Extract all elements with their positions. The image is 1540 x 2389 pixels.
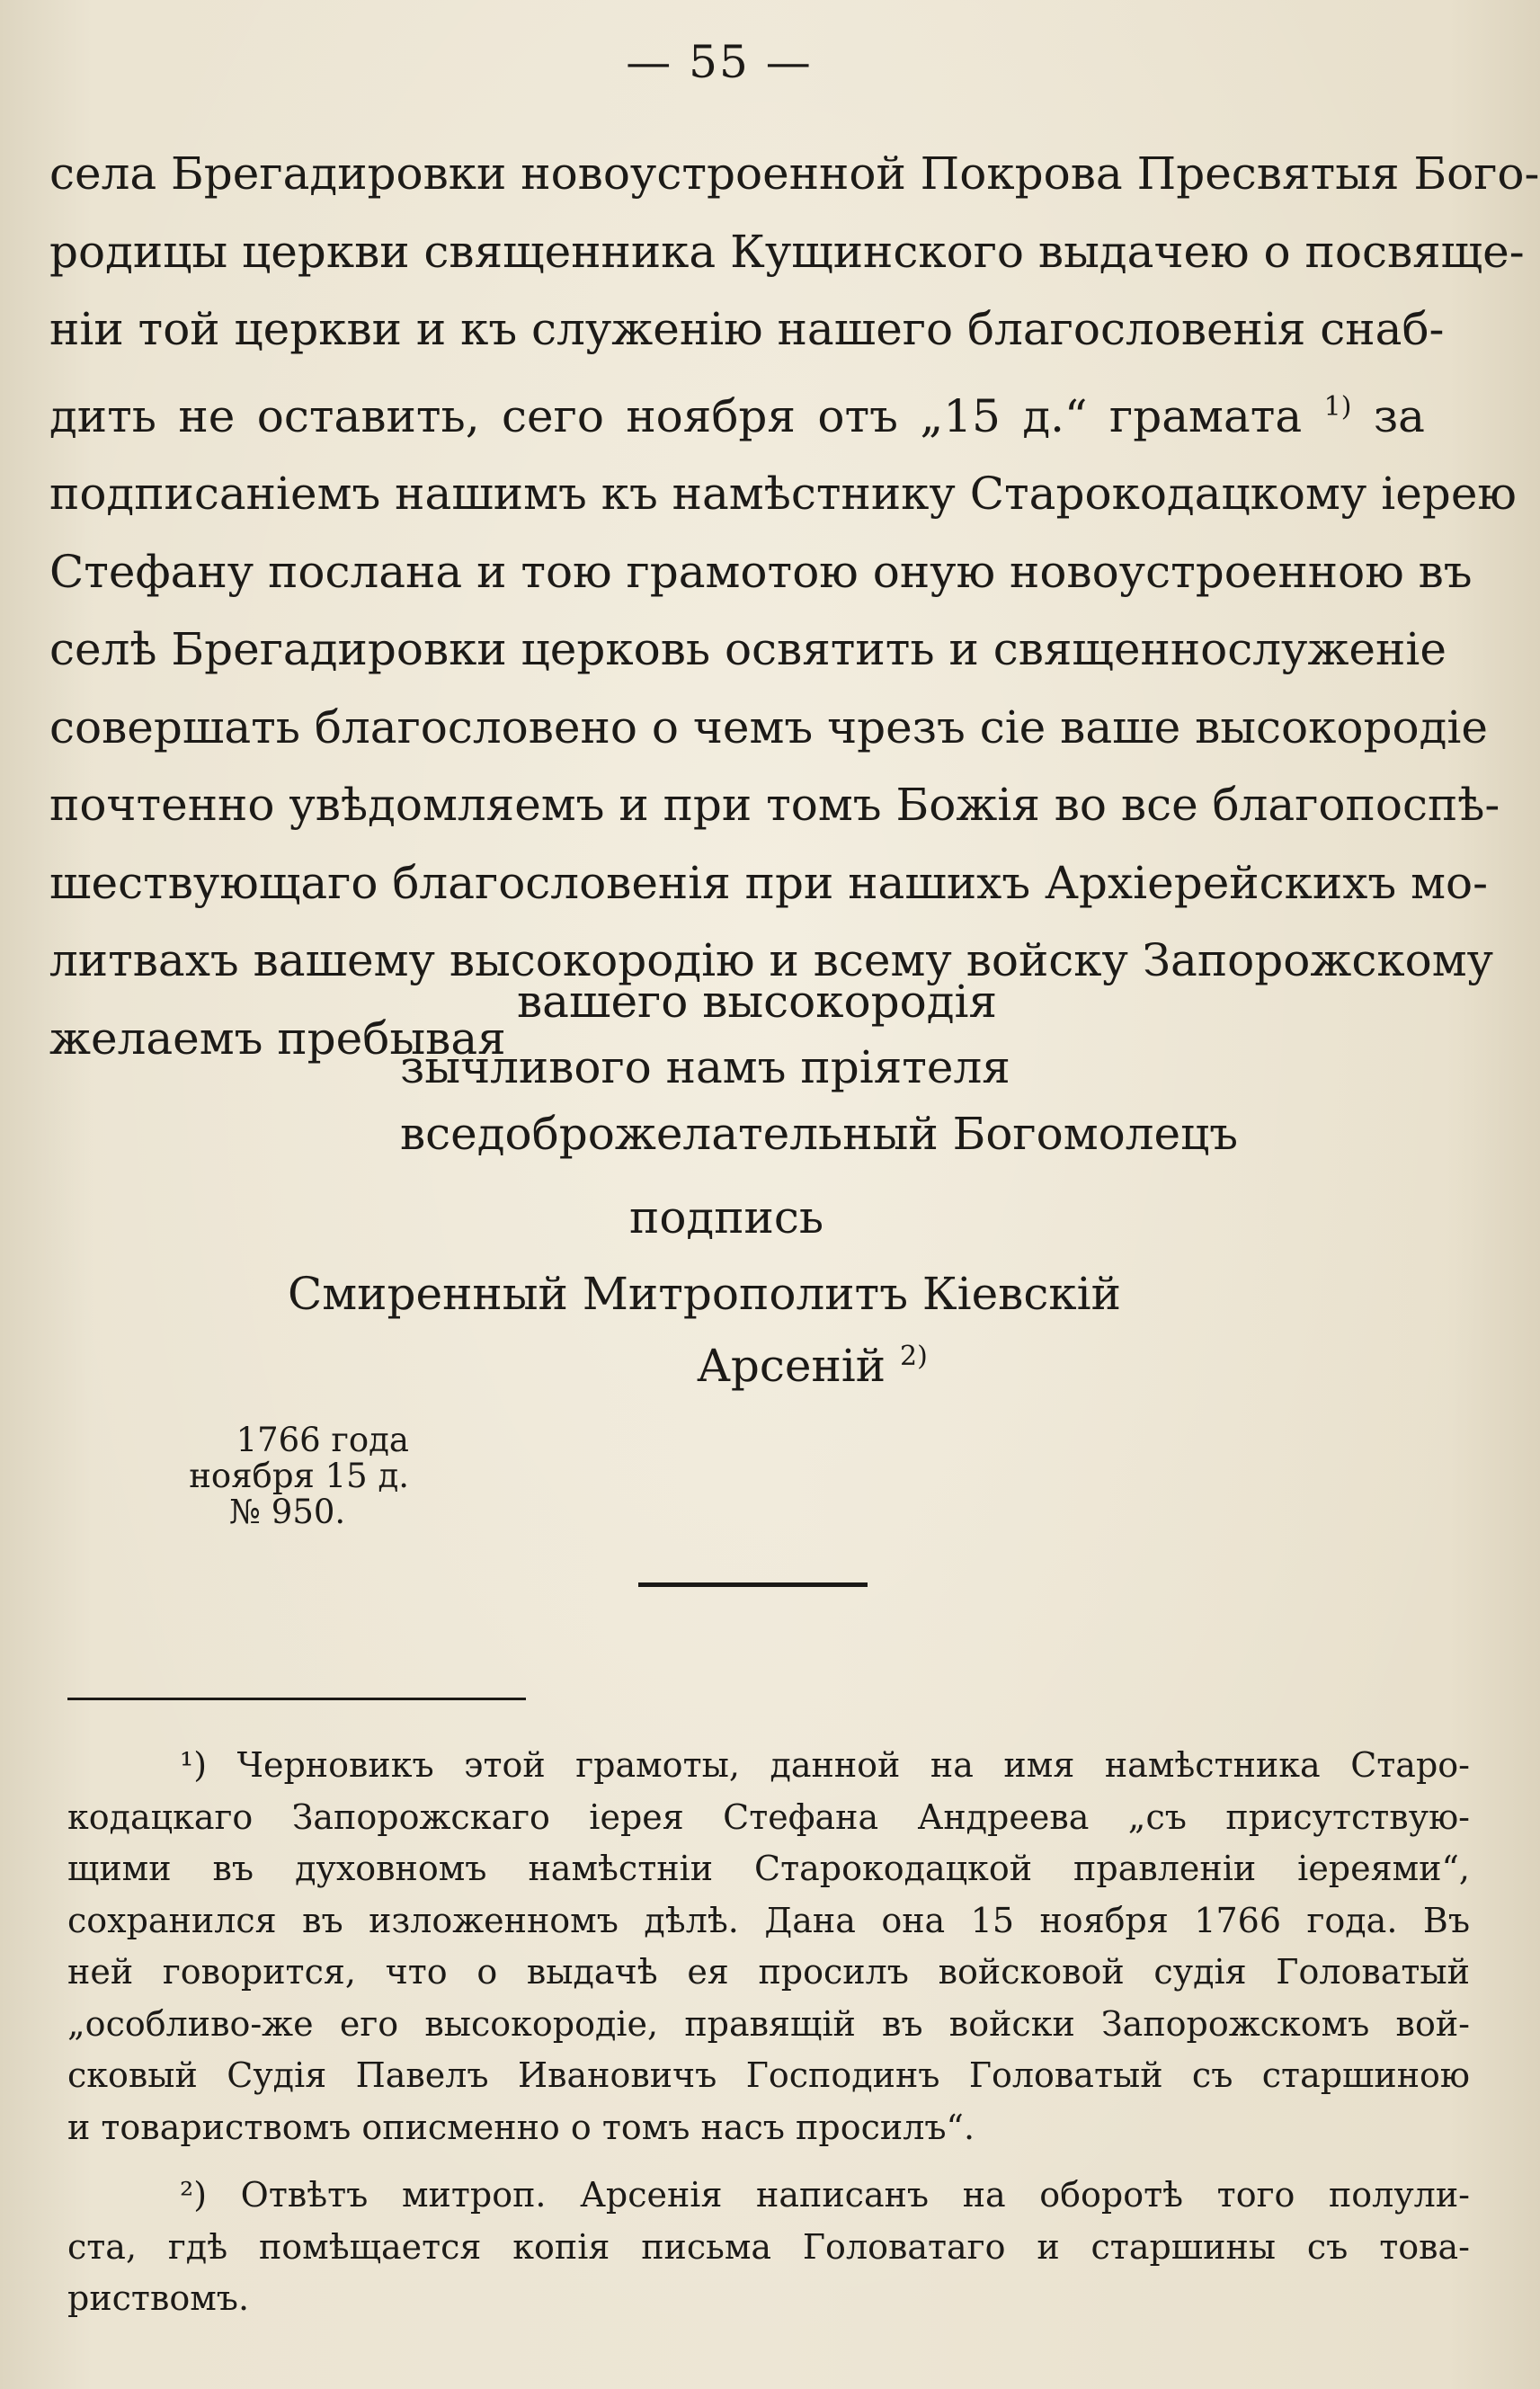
closing-line: подпись [629, 1191, 824, 1244]
text-line: желаемъ пребывая [49, 1012, 506, 1065]
signature-title: Смиренный Митрополитъ Кiевскiй [288, 1268, 1121, 1320]
text-line: нiи той церкви и къ служенiю нашего благословенiя снаб- [49, 303, 1445, 355]
text-line-tail: за [1351, 389, 1425, 442]
page-number: — 55 — [626, 36, 813, 88]
footnote-1-line: кодацкаго Запорожскаго iерея Стефана Андреева „съ присутствую- [67, 1796, 1470, 1837]
footnote-1-line: сковый Судiя Павелъ Ивановичъ Господинъ Головатый съ старшиною [67, 2055, 1470, 2095]
text-line: Стефану послана и тою грамотою оную новоустроенною въ [49, 545, 1473, 598]
closing-line: зычливого намъ прiятеля [400, 1041, 1010, 1093]
text-line: совершать благословено о чемъ чрезъ сiе ваше высокородiе [49, 700, 1488, 753]
text-line: дить не оставить, сего ноября отъ „15 д.“ грамата [49, 389, 1303, 442]
footnote-2-line: ста, гдѣ помѣщается копiя письма Головатаго и старшины съ това- [67, 2226, 1470, 2267]
date-block [166, 1422, 409, 1530]
signature-name-text: Арсенiй [697, 1340, 886, 1392]
date-year: 1766 года [236, 1421, 409, 1459]
document-number: № 950. [229, 1493, 346, 1531]
section-divider [638, 1582, 868, 1587]
text-line: литвахъ вашему высокородiю и всему войску Запорожскому [49, 934, 1494, 986]
footnote-2-line: ²) Отвѣтъ митроп. Арсенiя написанъ на оборотѣ того полули- [180, 2175, 1470, 2215]
footnotes [67, 1740, 1470, 2325]
signature-name [697, 1340, 928, 1392]
footnote-2-line: риствомъ. [67, 2278, 250, 2318]
text-line-with-ref [49, 369, 1425, 456]
date-day: ноября 15 д. [189, 1457, 409, 1495]
text-line: почтенно увѣдомляемъ и при томъ Божiя во все благопоспѣ- [49, 779, 1500, 831]
footnote-1-line: ней говорится, что о выдачѣ ея просилъ войсковой судiя Головатый [67, 1952, 1470, 1992]
footnote-1-line: ¹) Черновикъ этой грамоты, данной на имя намѣстника Старо- [180, 1745, 1470, 1785]
main-text [49, 135, 1540, 1077]
footnote-1-line: сохранился въ изложенномъ дѣлѣ. Дана она 15 ноября 1766 года. Въ [67, 1900, 1470, 1940]
footnote-1-line: „особливо-же его высокородiе, правящiй въ войски Запорожскомъ вой- [67, 2003, 1470, 2044]
footnote-1-line: и товариствомъ описменно о томъ насъ просилъ“. [67, 2107, 975, 2147]
text-line: шествующаго благословенiя при нашихъ Архiерейскихъ мо- [49, 856, 1488, 909]
text-line: подписанiемъ нашимъ къ намѣстнику Старокодацкому iерею [49, 468, 1517, 520]
footnote-1-line: щими въ духовномъ намѣстнiи Старокодацкой правленiи iереями“, [67, 1849, 1470, 1888]
footnote-ref-1: 1) [1323, 390, 1352, 423]
closing-line: вашего высокородiя [517, 976, 998, 1028]
closing-line: вседоброжелательный Богомолецъ [400, 1108, 1239, 1160]
footnote-ref-2: 2) [900, 1341, 928, 1372]
footnote-gap [67, 2153, 1470, 2170]
text-line: села Брегадировки новоустроенной Покрова Пресвятыя Бого- [49, 147, 1540, 200]
text-line: селѣ Брегадировки церковь освятить и священнослуженiе [49, 623, 1447, 675]
footnote-divider [67, 1698, 526, 1700]
text-line: родицы церкви священника Кущинского выдачею о посвяще- [49, 225, 1525, 278]
